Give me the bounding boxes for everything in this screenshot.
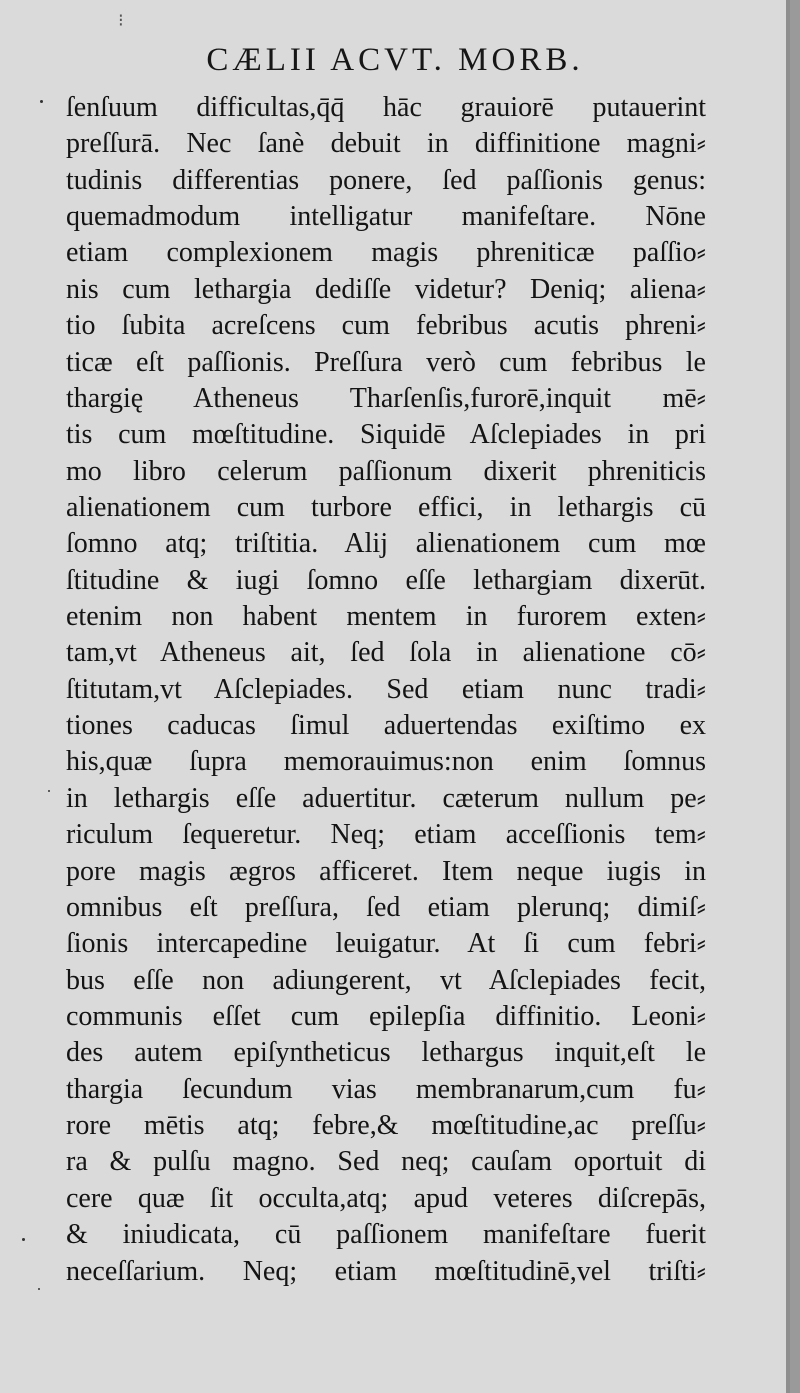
text-line: thargię Atheneus Tharſenſis,furorē,inquit mē⸗ bbox=[66, 382, 706, 414]
text-line: omnibus eſt preſſura, ſed etiam plerunq; dimiſ⸗ bbox=[66, 891, 706, 923]
text-line: ſomno atq; triſtitia. Alij alienationem cum mœ bbox=[66, 528, 706, 560]
text-line: ſtitudine & iugi ſomno eſſe lethargiam dixerūt. bbox=[66, 564, 706, 596]
text-line: riculum ſequeretur. Neq; etiam acceſſionis tem⸗ bbox=[66, 819, 706, 851]
text-line: des autem epiſyntheticus lethargus inquit,eſt le bbox=[66, 1037, 706, 1069]
ink-speck bbox=[40, 100, 43, 103]
ink-speck bbox=[48, 790, 50, 792]
text-line: rore mētis atq; febre,& mœſtitudine,ac preſſu⸗ bbox=[66, 1110, 706, 1142]
text-line: neceſſarium. Neq; etiam mœſtitudinē,vel triſti⸗ bbox=[66, 1255, 706, 1287]
ink-speck bbox=[38, 1288, 40, 1290]
text-line: tam,vt Atheneus ait, ſed ſola in alienatione cō⸗ bbox=[66, 637, 706, 669]
text-line: quemadmodum intelligatur manifeſtare. Nōne bbox=[66, 201, 706, 233]
text-line: etiam complexionem magis phreniticæ paſſio⸗ bbox=[66, 237, 706, 269]
text-line: pore magis ægros afficeret. Item neque iugis in bbox=[66, 855, 706, 887]
text-line: & iniudicata, cū paſſionem manifeſtare fuerit bbox=[66, 1219, 706, 1251]
text-line: preſſurā. Nec ſanè debuit in diffinitione magni⸗ bbox=[66, 128, 706, 160]
running-header: CÆLII ACVT. MORB. bbox=[206, 42, 584, 78]
text-line: ſenſuum difficultas,q̄q̄ hāc grauiorē putauerint bbox=[66, 92, 706, 123]
text-line: mo libro celerum paſſionum dixerit phreniticis bbox=[66, 455, 706, 487]
text-line: tio ſubita acreſcens cum febribus acutis phreni⸗ bbox=[66, 310, 706, 342]
body-text bbox=[66, 90, 706, 1290]
text-line: ſionis intercapedine leuigatur. At ſi cum febri⸗ bbox=[66, 928, 706, 960]
text-line: communis eſſet cum epilepſia diffinitio. Leoni⸗ bbox=[66, 1000, 706, 1032]
text-line: ra & pulſu magno. Sed neq; cauſam oportuit di bbox=[66, 1146, 706, 1178]
text-line: tudinis differentias ponere, ſed paſſionis genus: bbox=[66, 164, 706, 196]
text-line: tis cum mœſtitudine. Siquidē Aſclepiades in pri bbox=[66, 419, 706, 451]
text-line: ticæ eſt paſſionis. Preſſura verò cum febribus le bbox=[66, 346, 706, 378]
text-line: his,quæ ſupra memorauimus:non enim ſomnus bbox=[66, 746, 706, 778]
text-line: nis cum lethargia dediſſe videtur? Deniq; aliena⸗ bbox=[66, 273, 706, 305]
text-line: cere quæ ſit occulta,atq; apud veteres diſcrepās, bbox=[66, 1182, 706, 1214]
ink-speck bbox=[22, 1238, 25, 1241]
text-line: alienationem cum turbore effici, in lethargis cū bbox=[66, 491, 706, 523]
text-line: ſtitutam,vt Aſclepiades. Sed etiam nunc tradi⸗ bbox=[66, 673, 706, 705]
text-line: in lethargis eſſe aduertitur. cæterum nullum pe⸗ bbox=[66, 782, 706, 814]
text-line: thargia ſecundum vias membranarum,cum fu⸗ bbox=[66, 1073, 706, 1105]
text-line: bus eſſe non adiungerent, vt Aſclepiades fecit, bbox=[66, 964, 706, 996]
ornament-mark: ⁝ bbox=[118, 10, 124, 31]
text-line: tiones caducas ſimul aduertendas exiſtimo ex bbox=[66, 710, 706, 742]
text-line: etenim non habent mentem in furorem exten⸗ bbox=[66, 601, 706, 633]
